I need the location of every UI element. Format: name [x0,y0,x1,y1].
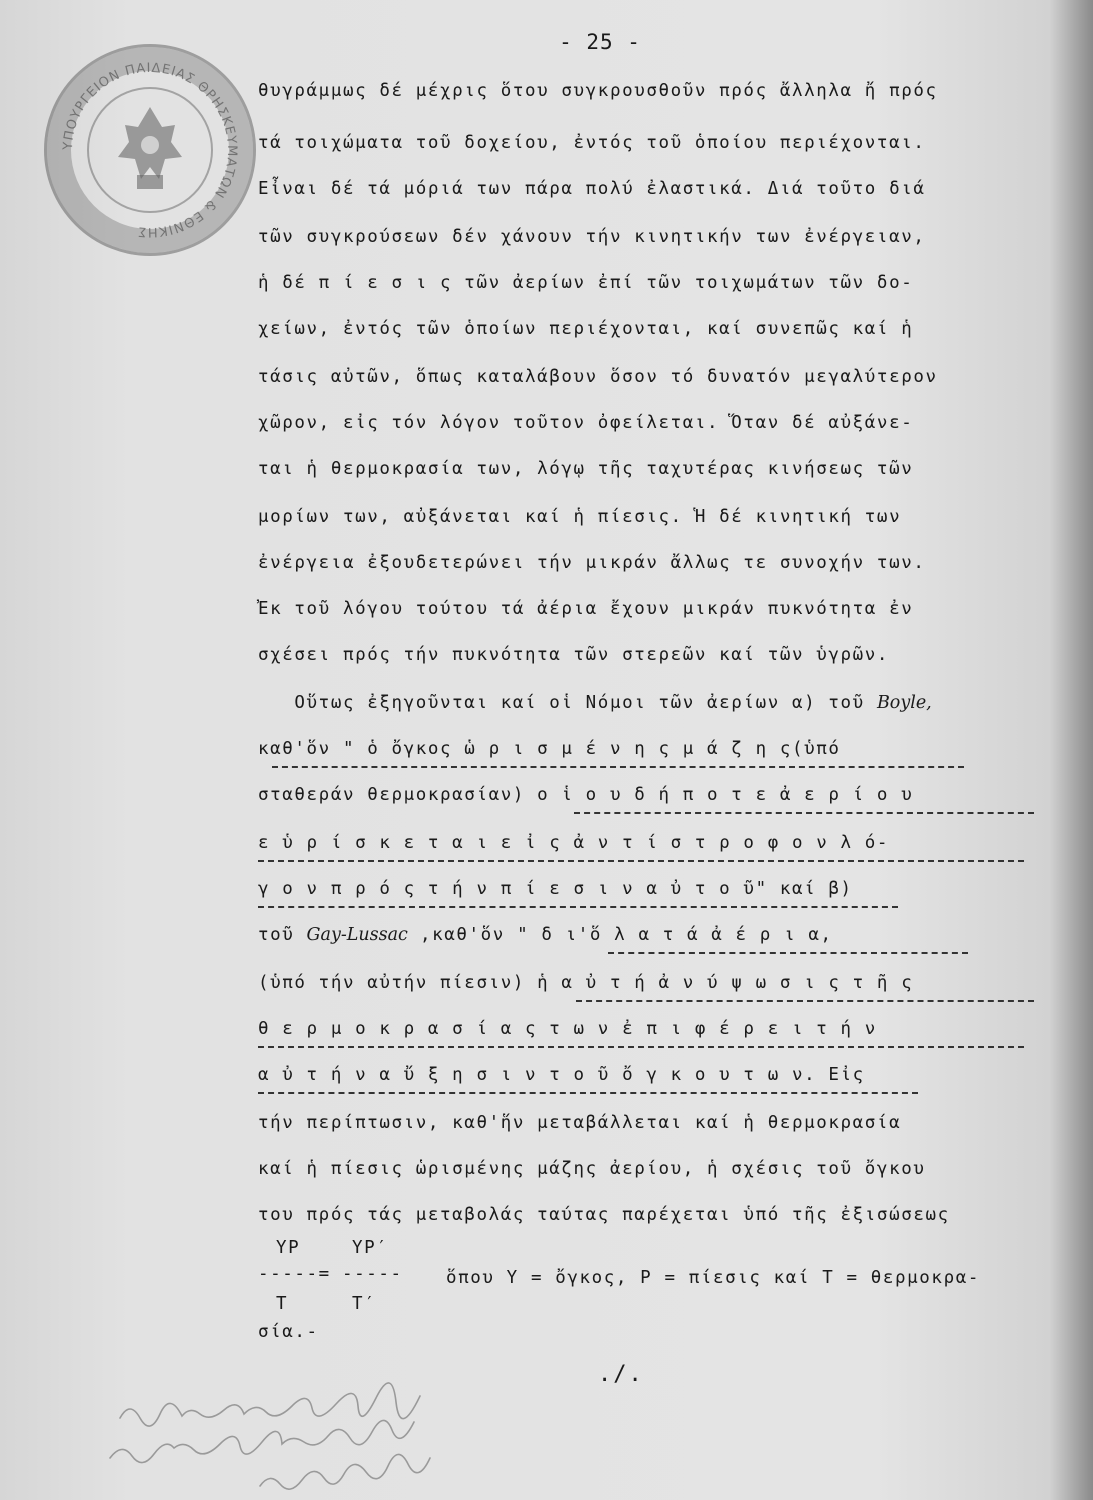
formula-explanation: ὅπου Υ = ὄγκος, Ρ = πίεσις καί Τ = θερμοκρα- [446,1268,980,1288]
text-line-18: γ ο ν π ρ ό ς τ ή ν π ί ε σ ι ν α ὐ τ ο ῦ" καί β) [258,879,853,899]
pencil-annotation-scribble [100,1378,620,1498]
text-line-14 [258,692,932,718]
end-mark: ./. [598,1362,644,1387]
underline-dash [258,1092,918,1094]
underline-dash [608,952,968,954]
formula-rhs-numerator: YP′ [352,1238,389,1258]
underline-dash [258,1046,1024,1048]
text-line-22: α ὐ τ ή ν α ὔ ξ η σ ι ν τ ο ῦ ὄ γ κ ο υ τ ω ν. Εἰς [258,1065,865,1085]
text-line-20: (ὑπό τήν αὐτήν πίεσιν) ἡ α ὐ τ ή ἀ ν ύ ψ ω σ ι ς τ ῆ ς [258,973,914,993]
formula-lhs-denominator: T [276,1294,289,1314]
underline-dash [258,906,898,908]
text-line-19-rest: ,καθ'ὅν " δ ι'ὅ λ α τ ά ἀ έ ρ ι α, [407,925,833,945]
formula-lhs-numerator: YP [276,1238,301,1258]
formula-equals: -----= [258,1264,331,1284]
text-line-19-typed: τοῦ [258,925,307,945]
text-line-6: χείων, ἐντός τῶν ὁποίων περιέχονται, καί συνεπῶς καί ἡ [258,319,914,339]
text-line-8: χῶρον, εἰς τόν λόγον τοῦτον ὀφείλεται. Ὅταν δέ αὐξάνε- [258,413,914,433]
text-line-25: του πρός τάς μεταβολάς ταύτας παρέχεται ὑπό τῆς ἐξισώσεως [258,1205,950,1225]
text-line-15: καθ'ὅν " ὁ ὄγκος ὡ ρ ι σ μ έ ν η ς μ ά ζ η ς(ὑπό [258,739,841,759]
text-line-9: ται ἡ θερμοκρασία των, λόγῳ τῆς ταχυτέρας κινήσεως τῶν [258,459,914,479]
text-line-3: Εἶναι δέ τά μόριά των πάρα πολύ ἐλαστικά. Διά τοῦτο διά [258,179,926,199]
underline-dash [272,766,964,768]
text-line-11: ἐνέργεια ἐξουδετερώνει τήν μικράν ἄλλως τε συνοχήν των. [258,553,926,573]
handwritten-boyle: Boyle, [876,693,932,713]
text-line-16: σταθεράν θερμοκρασίαν) ο ἱ ο υ δ ή π ο τ ε ἀ ε ρ ί ο υ [258,785,914,805]
gas-law-formula [258,1238,1048,1348]
text-line-4: τῶν συγκρούσεων δέν χάνουν τήν κινητικήν των ἐνέργειαν, [258,227,926,247]
formula-rhs-denominator: T′ [352,1294,377,1314]
text-line-19 [258,924,833,950]
stamp-text: ΥΠΟΥΡΓΕΙΟΝ ΠΑΙΔΕΙΑΣ ΘΡΗΣΚΕΥΜΑΤΩΝ & ΕΘΝΙΚΗΣ [60,60,240,240]
formula-rhs-bar: ----- [342,1264,403,1284]
text-line-21: θ ε ρ μ ο κ ρ α σ ί α ς τ ω ν ἐ π ι φ έ ρ ε ι τ ή ν [258,1019,877,1039]
text-line-14-typed: Οὕτως ἐξηγοῦνται καί οἱ Νόμοι τῶν ἀερίων α) τοῦ [258,693,877,713]
handwritten-gay-lussac: Gay-Lussac [306,925,408,945]
stamp-emblem-icon [47,47,253,253]
underline-dash [576,1000,1034,1002]
text-line-13: σχέσει πρός τήν πυκνότητα τῶν στερεῶν καί τῶν ὑγρῶν. [258,645,890,665]
text-line-23: τήν περίπτωσιν, καθ'ἥν μεταβάλλεται καί ἡ θερμοκρασία [258,1113,902,1133]
underline-dash [574,812,1034,814]
official-stamp-seal [44,44,256,256]
page-number: - 25 - [559,30,641,54]
underline-dash [258,860,1024,862]
text-line-final: σία.- [258,1322,319,1342]
text-line-12: Ἐκ τοῦ λόγου τούτου τά ἀέρια ἔχουν μικράν πυκνότητα ἐν [258,599,914,619]
text-line-24: καί ἡ πίεσις ὡρισμένης μάζης ἀερίου, ἡ σχέσις τοῦ ὄγκου [258,1159,926,1179]
text-line-5: ἡ δέ π ί ε σ ι ς τῶν ἀερίων ἐπί τῶν τοιχωμάτων τῶν δο- [258,273,914,293]
text-line-1: θυγράμμως δέ μέχρις ὅτου συγκρουσθοῦν πρός ἄλληλα ἤ πρός [258,81,938,101]
text-line-10: μορίων των, αὐξάνεται καί ἡ πίεσις. Ἡ δέ κινητική των [258,507,902,527]
text-line-7: τάσις αὐτῶν, ὅπως καταλάβουν ὅσον τό δυνατόν μεγαλύτερον [258,367,938,387]
text-line-2: τά τοιχώματα τοῦ δοχείου, ἐντός τοῦ ὁποίου περιέχονται. [258,133,926,153]
text-line-17: ε ὑ ρ ί σ κ ε τ α ι ε ἰ ς ἀ ν τ ί σ τ ρ ο φ ο ν λ ό- [258,833,890,853]
